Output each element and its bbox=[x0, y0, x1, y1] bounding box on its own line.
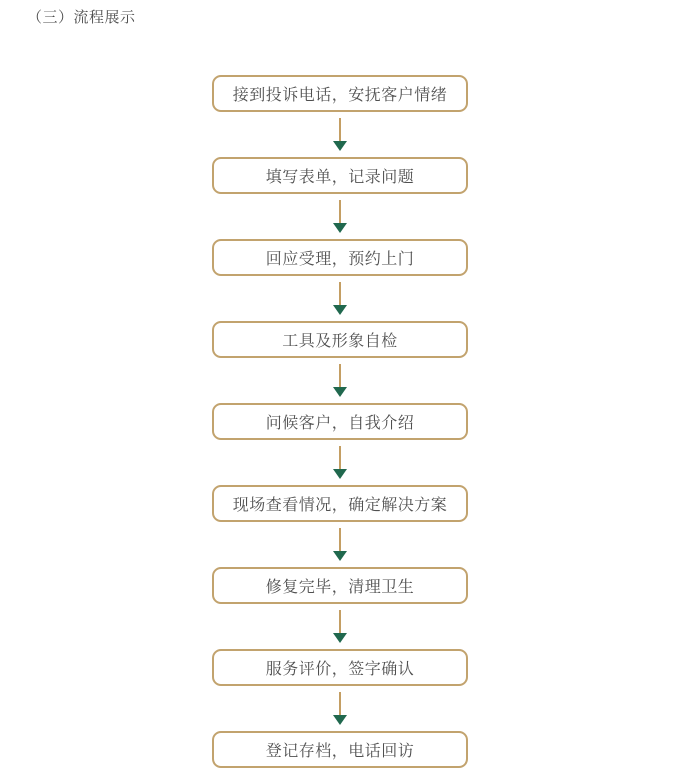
flow-step-3-label: 回应受理，预约上门 bbox=[265, 251, 415, 268]
flow-step-5-label: 问候客户，自我介绍 bbox=[265, 415, 415, 432]
arrow-down-icon bbox=[333, 551, 347, 561]
flow-step-5 bbox=[212, 403, 468, 440]
arrow-down-icon bbox=[333, 223, 347, 233]
flow-step-2-label: 填写表单，记录问题 bbox=[265, 169, 415, 186]
flow-connector-3 bbox=[333, 276, 347, 321]
flow-connector-8 bbox=[333, 686, 347, 731]
flow-connector-6 bbox=[333, 522, 347, 567]
flow-connector-4 bbox=[333, 358, 347, 403]
arrow-down-icon bbox=[333, 469, 347, 479]
arrow-shaft bbox=[339, 528, 341, 551]
arrow-shaft bbox=[339, 200, 341, 223]
arrow-down-icon bbox=[333, 633, 347, 643]
page-title: （三）流程展示 bbox=[27, 9, 136, 26]
arrow-down-icon bbox=[333, 141, 347, 151]
flow-connector-1 bbox=[333, 112, 347, 157]
flow-connector-5 bbox=[333, 440, 347, 485]
flow-step-6 bbox=[212, 485, 468, 522]
arrow-down-icon bbox=[333, 715, 347, 725]
flow-step-4 bbox=[212, 321, 468, 358]
flow-step-8 bbox=[212, 649, 468, 686]
flow-step-6-label: 现场查看情况，确定解决方案 bbox=[232, 497, 448, 514]
arrow-shaft bbox=[339, 118, 341, 141]
arrow-shaft bbox=[339, 610, 341, 633]
flow-step-4-label: 工具及形象自检 bbox=[282, 333, 398, 350]
arrow-down-icon bbox=[333, 305, 347, 315]
arrow-shaft bbox=[339, 692, 341, 715]
flow-step-3 bbox=[212, 239, 468, 276]
flow-step-8-label: 服务评价，签字确认 bbox=[265, 661, 415, 678]
arrow-shaft bbox=[339, 364, 341, 387]
arrow-down-icon bbox=[333, 387, 347, 397]
arrow-shaft bbox=[339, 282, 341, 305]
arrow-shaft bbox=[339, 446, 341, 469]
flow-step-1 bbox=[212, 75, 468, 112]
process-flowchart bbox=[0, 75, 680, 768]
flow-step-7-label: 修复完毕，清理卫生 bbox=[265, 579, 415, 596]
flow-connector-2 bbox=[333, 194, 347, 239]
flow-step-9 bbox=[212, 731, 468, 768]
flow-step-1-label: 接到投诉电话，安抚客户情绪 bbox=[232, 87, 448, 104]
flow-connector-7 bbox=[333, 604, 347, 649]
flow-step-7 bbox=[212, 567, 468, 604]
flow-step-9-label: 登记存档，电话回访 bbox=[265, 743, 415, 760]
flow-step-2 bbox=[212, 157, 468, 194]
